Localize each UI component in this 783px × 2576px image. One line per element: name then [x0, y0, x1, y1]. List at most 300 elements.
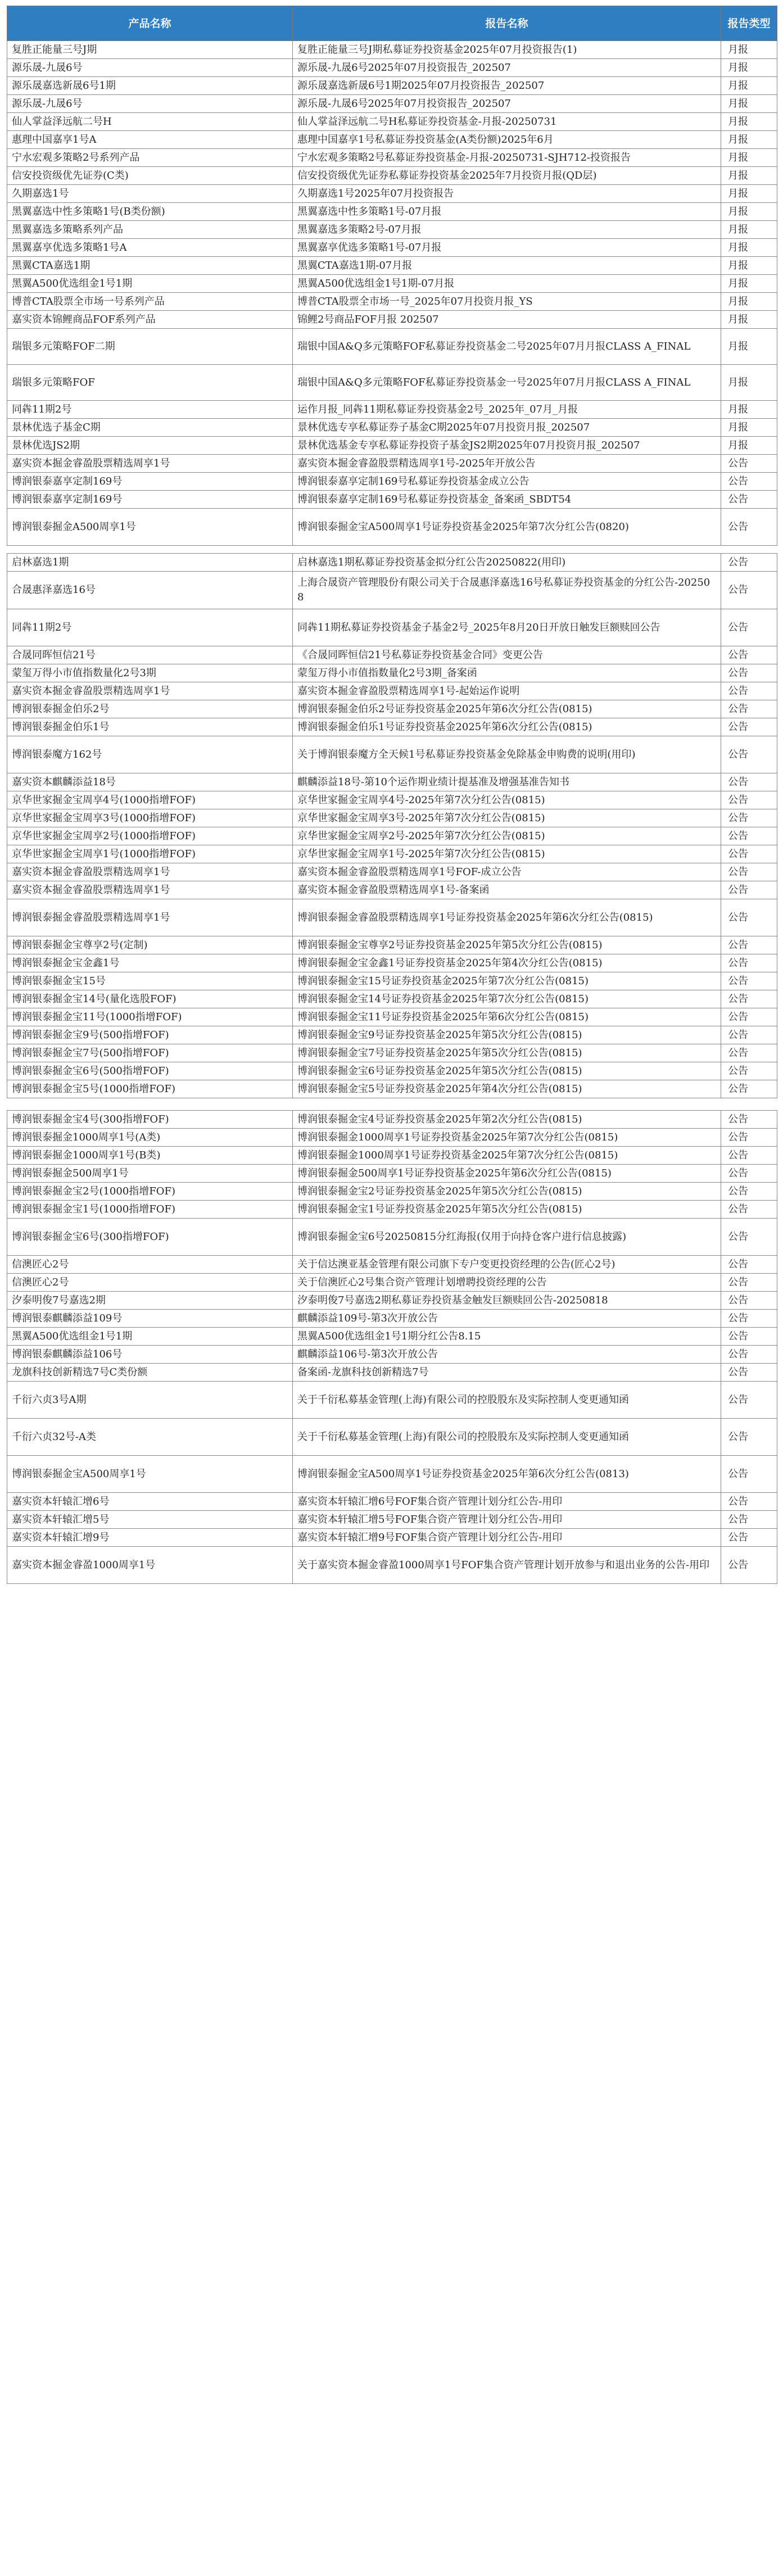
- table-row: [7, 1382, 777, 1419]
- table-row: [7, 203, 777, 221]
- table-row: [7, 185, 777, 203]
- report-name-cell: 源乐晟嘉选新晟6号1期2025年07月投资报告_202507: [293, 77, 721, 95]
- report-name-cell: 关于博润银泰魔方全天候1号私募证券投资基金免除基金申购费的说明(用印): [293, 736, 721, 773]
- product-name-cell: 博润银泰嘉享定制169号: [7, 473, 293, 491]
- product-name-cell: 嘉实资本掘金睿盈股票精选周享1号: [7, 682, 293, 700]
- report-type-cell: 公告: [721, 554, 777, 572]
- report-name-cell: 麒麟添益18号-第10个运作期业绩计提基准及增强基准告知书: [293, 773, 721, 791]
- report-name-cell: 嘉实资本轩辕汇增9号FOF集合资产管理计划分红公告-用印: [293, 1529, 721, 1547]
- product-name-cell: 汐泰明俊7号嘉选2期: [7, 1292, 293, 1310]
- product-name-cell: 源乐晟-九晟6号: [7, 95, 293, 113]
- product-name-cell: 京华世家掘金宝周享1号(1000指增FOF): [7, 845, 293, 863]
- report-type-cell: 公告: [721, 954, 777, 972]
- table-row: [7, 311, 777, 329]
- product-name-cell: 博润银泰掘金宝金鑫1号: [7, 954, 293, 972]
- report-name-cell: 嘉实资本轩辕汇增5号FOF集合资产管理计划分红公告-用印: [293, 1511, 721, 1529]
- report-type-cell: 公告: [721, 646, 777, 664]
- product-name-cell: 博润银泰掘金500周享1号: [7, 1165, 293, 1183]
- product-name-cell: 龙旗科技创新精选7号C类份额: [7, 1364, 293, 1382]
- report-type-cell: 月报: [721, 401, 777, 419]
- product-name-cell: 惠理中国嘉享1号A: [7, 131, 293, 149]
- report-name-cell: 嘉实资本轩辕汇增6号FOF集合资产管理计划分红公告-用印: [293, 1493, 721, 1511]
- table-row: [7, 881, 777, 899]
- product-name-cell: 嘉实资本麒麟添益18号: [7, 773, 293, 791]
- table-row: [7, 609, 777, 646]
- product-name-cell: 同犇11期2号: [7, 401, 293, 419]
- report-type-cell: 月报: [721, 59, 777, 77]
- report-name-cell: 博润银泰掘金500周享1号证券投资基金2025年第6次分红公告(0815): [293, 1165, 721, 1183]
- report-type-cell: 公告: [721, 572, 777, 609]
- report-name-cell: 嘉实资本掘金睿盈股票精选周享1号-起始运作说明: [293, 682, 721, 700]
- product-name-cell: 宁水宏观多策略2号系列产品: [7, 149, 293, 167]
- table-row: [7, 773, 777, 791]
- product-name-cell: 博润银泰掘金1000周享1号(A类): [7, 1129, 293, 1147]
- report-type-cell: 公告: [721, 682, 777, 700]
- report-type-cell: 公告: [721, 1008, 777, 1026]
- table-row: [7, 845, 777, 863]
- product-name-cell: 信澳匠心2号: [7, 1274, 293, 1292]
- report-name-cell: 博润银泰掘金宝金鑫1号证券投资基金2025年第4次分红公告(0815): [293, 954, 721, 972]
- report-type-cell: 公告: [721, 509, 777, 546]
- table-row: [7, 1256, 777, 1274]
- table-row: [7, 1183, 777, 1201]
- report-name-cell: 博润银泰嘉享定制169号私募证券投资基金成立公告: [293, 473, 721, 491]
- report-name-cell: 博润银泰掘金宝A500周享1号证券投资基金2025年第6次分红公告(0813): [293, 1456, 721, 1493]
- report-type-cell: 公告: [721, 1493, 777, 1511]
- report-name-cell: 宁水宏观多策略2号私募证券投资基金-月报-20250731-SJH712-投资报告: [293, 149, 721, 167]
- product-name-cell: 黑翼A500优选组金1号1期: [7, 275, 293, 293]
- report-name-cell: 嘉实资本掘金睿盈股票精选周享1号FOF-成立公告: [293, 863, 721, 881]
- report-name-cell: 关于千衍私募基金管理(上海)有限公司的控股股东及实际控制人变更通知函: [293, 1419, 721, 1456]
- report-name-cell: 关于嘉实资本掘金睿盈1000周享1号FOF集合资产管理计划开放参与和退出业务的公告-用印: [293, 1547, 721, 1584]
- table-row: [7, 41, 777, 59]
- report-name-cell: 备案函-龙旗科技创新精选7号: [293, 1364, 721, 1382]
- table-row: [7, 1511, 777, 1529]
- table-row: [7, 1111, 777, 1129]
- product-name-cell: 博润银泰掘金宝4号(300指增FOF): [7, 1111, 293, 1129]
- report-name-cell: 嘉实资本掘金睿盈股票精选周享1号-2025年开放公告: [293, 455, 721, 473]
- report-type-cell: 公告: [721, 809, 777, 827]
- report-type-cell: 公告: [721, 1256, 777, 1274]
- product-name-cell: 嘉实资本掘金睿盈股票精选周享1号: [7, 455, 293, 473]
- table-row: [7, 954, 777, 972]
- report-name-cell: 复胜正能量三号J期私募证券投资基金2025年07月投资报告(1): [293, 41, 721, 59]
- report-name-cell: 博润银泰掘金宝尊享2号证券投资基金2025年第5次分红公告(0815): [293, 936, 721, 954]
- product-name-cell: 合晟惠泽嘉选16号: [7, 572, 293, 609]
- product-name-cell: 博润银泰掘金宝5号(1000指增FOF): [7, 1080, 293, 1098]
- table-row: [7, 863, 777, 881]
- report-name-cell: 仙人掌益泽远航二号H私募证券投资基金-月报-20250731: [293, 113, 721, 131]
- table-row: [7, 419, 777, 437]
- table-row: [7, 1292, 777, 1310]
- table-row: [7, 509, 777, 546]
- product-name-cell: 博润银泰魔方162号: [7, 736, 293, 773]
- report-type-cell: 公告: [721, 1044, 777, 1062]
- product-name-cell: 千衍六贞32号-A类: [7, 1419, 293, 1456]
- table-row: [7, 239, 777, 257]
- report-type-cell: 公告: [721, 1274, 777, 1292]
- report-type-cell: 公告: [721, 972, 777, 990]
- report-name-cell: 蒙玺万得小市值指数量化2号3期_备案函: [293, 664, 721, 682]
- report-name-cell: 博润银泰掘金宝7号证券投资基金2025年第5次分红公告(0815): [293, 1044, 721, 1062]
- table-row: [7, 437, 777, 455]
- table-row: [7, 554, 777, 572]
- product-name-cell: 瑞银多元策略FOF二期: [7, 329, 293, 365]
- report-type-cell: 公告: [721, 899, 777, 936]
- report-name-cell: 景林优选专享私募证券子基金C期2025年07月投资月报_202507: [293, 419, 721, 437]
- report-name-cell: 博润银泰掘金伯乐1号证券投资基金2025年第6次分红公告(0815): [293, 718, 721, 736]
- table-row: [7, 1274, 777, 1292]
- report-type-cell: 公告: [721, 1328, 777, 1346]
- report-name-cell: 黑翼CTA嘉选1期-07月报: [293, 257, 721, 275]
- table-row: [7, 1547, 777, 1584]
- report-name-cell: 博润银泰掘金宝11号证券投资基金2025年第6次分红公告(0815): [293, 1008, 721, 1026]
- product-name-cell: 博润银泰掘金伯乐2号: [7, 700, 293, 718]
- table-row: [7, 1419, 777, 1456]
- report-type-cell: 公告: [721, 1364, 777, 1382]
- report-name-cell: 黑翼A500优选组金1号1期-07月报: [293, 275, 721, 293]
- report-name-cell: 瑞银中国A&Q多元策略FOF私募证券投资基金二号2025年07月月报CLASS A_FINAL: [293, 329, 721, 365]
- report-type-cell: 公告: [721, 736, 777, 773]
- report-type-cell: 公告: [721, 1529, 777, 1547]
- report-name-cell: 运作月报_同犇11期私募证券投资基金2号_2025年_07月_月报: [293, 401, 721, 419]
- report-name-cell: 博润银泰掘金宝5号证券投资基金2025年第4次分红公告(0815): [293, 1080, 721, 1098]
- table-row: [7, 95, 777, 113]
- report-name-cell: 京华世家掘金宝周享3号-2025年第7次分红公告(0815): [293, 809, 721, 827]
- product-name-cell: 博润银泰掘金宝14号(量化选股FOF): [7, 990, 293, 1008]
- product-name-cell: 千衍六贞3号A期: [7, 1382, 293, 1419]
- report-type-cell: 公告: [721, 718, 777, 736]
- report-name-cell: 关于信澳匠心2号集合资产管理计划增聘投资经理的公告: [293, 1274, 721, 1292]
- table-row: [7, 899, 777, 936]
- report-name-cell: 京华世家掘金宝周享1号-2025年第7次分红公告(0815): [293, 845, 721, 863]
- product-name-cell: 博润银泰掘金宝A500周享1号: [7, 1456, 293, 1493]
- table-row: [7, 1062, 777, 1080]
- report-name-cell: 启林嘉选1期私募证券投资基金拟分红公告20250822(用印): [293, 554, 721, 572]
- product-name-cell: 蒙玺万得小市值指数量化2号3期: [7, 664, 293, 682]
- report-name-cell: 信安投资级优先证券私募证券投资基金2025年7月投资月报(QD层): [293, 167, 721, 185]
- report-type-cell: 月报: [721, 41, 777, 59]
- report-name-cell: 博润银泰掘金宝15号证券投资基金2025年第7次分红公告(0815): [293, 972, 721, 990]
- report-type-cell: 月报: [721, 167, 777, 185]
- table-row: [7, 646, 777, 664]
- report-type-cell: 公告: [721, 455, 777, 473]
- table-row: [7, 1493, 777, 1511]
- report-name-cell: 久期嘉选1号2025年07月投资报告: [293, 185, 721, 203]
- report-type-cell: 公告: [721, 1511, 777, 1529]
- gap-cell: [721, 1098, 777, 1111]
- table-row: [7, 1165, 777, 1183]
- report-name-cell: 源乐晟-九晟6号2025年07月投资报告_202507: [293, 95, 721, 113]
- table-row: [7, 827, 777, 845]
- product-name-cell: 复胜正能量三号J期: [7, 41, 293, 59]
- col-header-type: 报告类型: [721, 6, 777, 41]
- report-type-cell: 公告: [721, 1147, 777, 1165]
- table-row: [7, 572, 777, 609]
- product-name-cell: 嘉实资本轩辕汇增6号: [7, 1493, 293, 1511]
- report-name-cell: 京华世家掘金宝周享2号-2025年第7次分红公告(0815): [293, 827, 721, 845]
- product-name-cell: 久期嘉选1号: [7, 185, 293, 203]
- gap-cell: [721, 546, 777, 554]
- table-row: [7, 329, 777, 365]
- table-row: [7, 473, 777, 491]
- table-row: [7, 791, 777, 809]
- table-row: [7, 718, 777, 736]
- report-type-cell: 月报: [721, 185, 777, 203]
- report-name-cell: 《合晟同晖恒信21号私募证券投资基金合同》变更公告: [293, 646, 721, 664]
- product-name-cell: 博润银泰掘金宝9号(500指增FOF): [7, 1026, 293, 1044]
- table-row: [7, 401, 777, 419]
- report-type-cell: 公告: [721, 936, 777, 954]
- report-type-cell: 公告: [721, 791, 777, 809]
- report-type-cell: 月报: [721, 275, 777, 293]
- product-name-cell: 博润银泰掘金宝7号(500指增FOF): [7, 1044, 293, 1062]
- report-type-cell: 公告: [721, 845, 777, 863]
- report-name-cell: 同犇11期私募证券投资基金子基金2号_2025年8月20日开放日触发巨额赎回公告: [293, 609, 721, 646]
- table-row: [7, 1201, 777, 1219]
- header-row: [7, 6, 777, 41]
- table-row: [7, 1328, 777, 1346]
- report-type-cell: 月报: [721, 257, 777, 275]
- gap-cell: [293, 1098, 721, 1111]
- product-name-cell: 合晟同晖恒信21号: [7, 646, 293, 664]
- product-name-cell: 源乐晟-九晟6号: [7, 59, 293, 77]
- table-row: [7, 365, 777, 401]
- table-row: [7, 1080, 777, 1098]
- table-row: [7, 990, 777, 1008]
- table-row: [7, 1364, 777, 1382]
- report-type-cell: 公告: [721, 863, 777, 881]
- col-header-product: 产品名称: [7, 6, 293, 41]
- report-name-cell: 上海合晟资产管理股份有限公司关于合晟惠泽嘉选16号私募证券投资基金的分红公告-202508: [293, 572, 721, 609]
- product-name-cell: 黑翼嘉选多策略系列产品: [7, 221, 293, 239]
- report-type-cell: 公告: [721, 827, 777, 845]
- table-row: [7, 1456, 777, 1493]
- product-name-cell: 信澳匠心2号: [7, 1256, 293, 1274]
- section-gap: [7, 546, 777, 554]
- product-name-cell: 同犇11期2号: [7, 609, 293, 646]
- product-name-cell: 博润银泰掘金宝6号(300指增FOF): [7, 1219, 293, 1256]
- product-name-cell: 博润银泰掘金A500周享1号: [7, 509, 293, 546]
- report-name-cell: 麒麟添益109号-第3次开放公告: [293, 1310, 721, 1328]
- table-row: [7, 736, 777, 773]
- report-type-cell: 公告: [721, 1292, 777, 1310]
- report-name-cell: 博润银泰掘金睿盈股票精选周享1号证券投资基金2025年第6次分红公告(0815): [293, 899, 721, 936]
- table-row: [7, 275, 777, 293]
- product-name-cell: 嘉实资本锦鲤商品FOF系列产品: [7, 311, 293, 329]
- report-type-cell: 月报: [721, 293, 777, 311]
- table-row: [7, 1008, 777, 1026]
- product-name-cell: 博润银泰掘金宝2号(1000指增FOF): [7, 1183, 293, 1201]
- report-name-cell: 博润银泰掘金1000周享1号证券投资基金2025年第7次分红公告(0815): [293, 1129, 721, 1147]
- report-name-cell: 博润银泰掘金1000周享1号证券投资基金2025年第7次分红公告(0815): [293, 1147, 721, 1165]
- report-name-cell: 景林优选基金专享私募证券投资子基金JS2期2025年07月投资月报_202507: [293, 437, 721, 455]
- report-type-cell: 月报: [721, 95, 777, 113]
- report-name-cell: 博润银泰掘金宝14号证券投资基金2025年第7次分红公告(0815): [293, 990, 721, 1008]
- report-type-cell: 公告: [721, 700, 777, 718]
- report-type-cell: 公告: [721, 1219, 777, 1256]
- report-type-cell: 公告: [721, 1456, 777, 1493]
- product-name-cell: 博润银泰掘金宝11号(1000指增FOF): [7, 1008, 293, 1026]
- gap-cell: [7, 546, 293, 554]
- product-name-cell: 黑翼A500优选组金1号1期: [7, 1328, 293, 1346]
- report-type-cell: 月报: [721, 329, 777, 365]
- product-name-cell: 信安投资级优先证券(C类): [7, 167, 293, 185]
- report-type-cell: 公告: [721, 1419, 777, 1456]
- report-type-cell: 公告: [721, 1129, 777, 1147]
- report-type-cell: 月报: [721, 77, 777, 95]
- product-name-cell: 博润银泰掘金宝6号(500指增FOF): [7, 1062, 293, 1080]
- report-type-cell: 月报: [721, 113, 777, 131]
- product-name-cell: 嘉实资本掘金睿盈股票精选周享1号: [7, 881, 293, 899]
- report-name-cell: 博润银泰掘金宝2号证券投资基金2025年第5次分红公告(0815): [293, 1183, 721, 1201]
- report-name-cell: 黑翼A500优选组金1号1期分红公告8.15: [293, 1328, 721, 1346]
- report-type-cell: 公告: [721, 664, 777, 682]
- product-name-cell: 景林优选JS2期: [7, 437, 293, 455]
- table-row: [7, 491, 777, 509]
- table-row: [7, 1026, 777, 1044]
- report-name-cell: 锦鲤2号商品FOF月报 202507: [293, 311, 721, 329]
- table-row: [7, 700, 777, 718]
- report-type-cell: 月报: [721, 149, 777, 167]
- report-name-cell: 博普CTA股票全市场一号_2025年07月投资月报_YS: [293, 293, 721, 311]
- table-row: [7, 455, 777, 473]
- product-name-cell: 博润银泰嘉享定制169号: [7, 491, 293, 509]
- product-name-cell: 源乐晟嘉选新晟6号1期: [7, 77, 293, 95]
- table-row: [7, 682, 777, 700]
- report-type-cell: 公告: [721, 1382, 777, 1419]
- gap-cell: [7, 1098, 293, 1111]
- section-gap: [7, 1098, 777, 1111]
- report-name-cell: 汐泰明俊7号嘉选2期私募证券投资基金触发巨额赎回公告-20250818: [293, 1292, 721, 1310]
- report-name-cell: 博润银泰掘金宝9号证券投资基金2025年第5次分红公告(0815): [293, 1026, 721, 1044]
- report-name-cell: 嘉实资本掘金睿盈股票精选周享1号-备案函: [293, 881, 721, 899]
- report-type-cell: 公告: [721, 1310, 777, 1328]
- report-type-cell: 月报: [721, 419, 777, 437]
- report-name-cell: 博润银泰嘉享定制169号私募证券投资基金_备案函_SBDT54: [293, 491, 721, 509]
- report-sheet: [7, 6, 777, 1584]
- product-name-cell: 博润银泰掘金宝15号: [7, 972, 293, 990]
- table-row: [7, 664, 777, 682]
- report-type-cell: 公告: [721, 1201, 777, 1219]
- product-name-cell: 京华世家掘金宝周享2号(1000指增FOF): [7, 827, 293, 845]
- report-name-cell: 博润银泰掘金宝1号证券投资基金2025年第5次分红公告(0815): [293, 1201, 721, 1219]
- product-name-cell: 博润银泰麒麟添益106号: [7, 1346, 293, 1364]
- report-type-cell: 公告: [721, 609, 777, 646]
- table-row: [7, 1310, 777, 1328]
- report-type-cell: 公告: [721, 990, 777, 1008]
- table-body: [7, 41, 777, 1584]
- product-name-cell: 黑翼CTA嘉选1期: [7, 257, 293, 275]
- report-type-cell: 公告: [721, 773, 777, 791]
- table-row: [7, 972, 777, 990]
- report-name-cell: 博润银泰掘金宝A500周享1号证券投资基金2025年第7次分红公告(0820): [293, 509, 721, 546]
- product-name-cell: 京华世家掘金宝周享4号(1000指增FOF): [7, 791, 293, 809]
- report-name-cell: 黑翼嘉选多策略2号-07月报: [293, 221, 721, 239]
- report-name-cell: 源乐晟-九晟6号2025年07月投资报告_202507: [293, 59, 721, 77]
- product-name-cell: 黑翼嘉享优选多策略1号A: [7, 239, 293, 257]
- product-name-cell: 启林嘉选1期: [7, 554, 293, 572]
- report-table: [7, 6, 777, 1584]
- report-name-cell: 博润银泰掘金宝6号20250815分红海报(仅用于向持仓客户进行信息披露): [293, 1219, 721, 1256]
- product-name-cell: 博润银泰掘金1000周享1号(B类): [7, 1147, 293, 1165]
- report-type-cell: 月报: [721, 221, 777, 239]
- product-name-cell: 京华世家掘金宝周享3号(1000指增FOF): [7, 809, 293, 827]
- product-name-cell: 博润银泰麒麟添益109号: [7, 1310, 293, 1328]
- report-name-cell: 关于千衍私募基金管理(上海)有限公司的控股股东及实际控制人变更通知函: [293, 1382, 721, 1419]
- table-row: [7, 1529, 777, 1547]
- report-type-cell: 月报: [721, 239, 777, 257]
- report-name-cell: 惠理中国嘉享1号私募证券投资基金(A类份额)2025年6月: [293, 131, 721, 149]
- table-row: [7, 1219, 777, 1256]
- table-row: [7, 257, 777, 275]
- report-name-cell: 瑞银中国A&Q多元策略FOF私募证券投资基金一号2025年07月月报CLASS A_FINAL: [293, 365, 721, 401]
- product-name-cell: 博普CTA股票全市场一号系列产品: [7, 293, 293, 311]
- report-type-cell: 公告: [721, 881, 777, 899]
- report-type-cell: 月报: [721, 365, 777, 401]
- report-type-cell: 公告: [721, 491, 777, 509]
- report-name-cell: 博润银泰掘金宝4号证券投资基金2025年第2次分红公告(0815): [293, 1111, 721, 1129]
- table-row: [7, 149, 777, 167]
- table-row: [7, 221, 777, 239]
- col-header-report: 报告名称: [293, 6, 721, 41]
- report-type-cell: 月报: [721, 437, 777, 455]
- report-type-cell: 月报: [721, 311, 777, 329]
- report-type-cell: 公告: [721, 1080, 777, 1098]
- table-row: [7, 113, 777, 131]
- product-name-cell: 博润银泰掘金睿盈股票精选周享1号: [7, 899, 293, 936]
- report-type-cell: 公告: [721, 1547, 777, 1584]
- report-name-cell: 京华世家掘金宝周享4号-2025年第7次分红公告(0815): [293, 791, 721, 809]
- product-name-cell: 嘉实资本掘金睿盈1000周享1号: [7, 1547, 293, 1584]
- report-type-cell: 公告: [721, 1165, 777, 1183]
- table-row: [7, 936, 777, 954]
- table-row: [7, 167, 777, 185]
- table-row: [7, 1044, 777, 1062]
- report-name-cell: 黑翼嘉享优选多策略1号-07月报: [293, 239, 721, 257]
- product-name-cell: 嘉实资本掘金睿盈股票精选周享1号: [7, 863, 293, 881]
- table-row: [7, 293, 777, 311]
- report-type-cell: 月报: [721, 131, 777, 149]
- table-row: [7, 59, 777, 77]
- product-name-cell: 嘉实资本轩辕汇增5号: [7, 1511, 293, 1529]
- table-row: [7, 1129, 777, 1147]
- report-type-cell: 公告: [721, 1026, 777, 1044]
- product-name-cell: 博润银泰掘金宝1号(1000指增FOF): [7, 1201, 293, 1219]
- table-row: [7, 1147, 777, 1165]
- report-type-cell: 公告: [721, 1346, 777, 1364]
- table-row: [7, 131, 777, 149]
- gap-cell: [293, 546, 721, 554]
- product-name-cell: 博润银泰掘金宝尊享2号(定制): [7, 936, 293, 954]
- report-name-cell: 麒麟添益106号-第3次开放公告: [293, 1346, 721, 1364]
- report-type-cell: 公告: [721, 1111, 777, 1129]
- report-name-cell: 博润银泰掘金伯乐2号证券投资基金2025年第6次分红公告(0815): [293, 700, 721, 718]
- table-row: [7, 809, 777, 827]
- product-name-cell: 仙人掌益泽远航二号H: [7, 113, 293, 131]
- product-name-cell: 景林优选子基金C期: [7, 419, 293, 437]
- report-name-cell: 黑翼嘉选中性多策略1号-07月报: [293, 203, 721, 221]
- product-name-cell: 瑞银多元策略FOF: [7, 365, 293, 401]
- table-row: [7, 77, 777, 95]
- product-name-cell: 嘉实资本轩辕汇增9号: [7, 1529, 293, 1547]
- product-name-cell: 博润银泰掘金伯乐1号: [7, 718, 293, 736]
- report-name-cell: 关于信达澳亚基金管理有限公司旗下专户变更投资经理的公告(匠心2号): [293, 1256, 721, 1274]
- report-type-cell: 公告: [721, 473, 777, 491]
- report-type-cell: 公告: [721, 1183, 777, 1201]
- report-name-cell: 博润银泰掘金宝6号证券投资基金2025年第5次分红公告(0815): [293, 1062, 721, 1080]
- report-type-cell: 月报: [721, 203, 777, 221]
